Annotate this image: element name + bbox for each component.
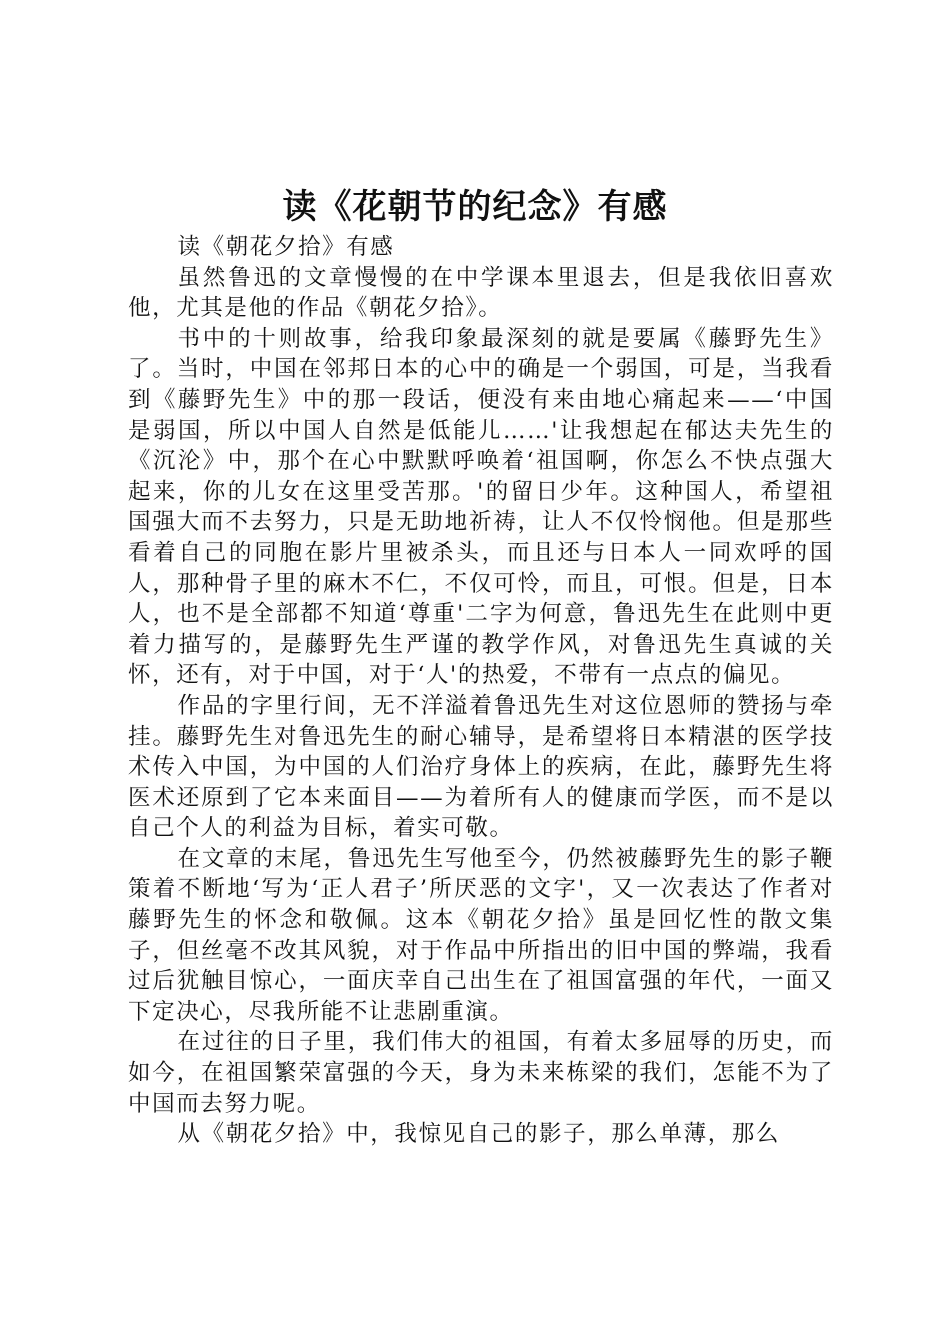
paragraph: 从《朝花夕拾》中，我惊见自己的影子，那么单薄，那么 bbox=[177, 1121, 781, 1148]
paragraph-subtitle: 读《朝花夕拾》有感 bbox=[177, 234, 395, 260]
paragraph: 在文章的末尾，鲁迅先生写他至今，仍然被藤野先生的影子鞭策着不断地‘写为‘正人君子’所厌恶的文字'，又一次表达了作者对藤野先生的怀念和敬佩。这本《朝花夕拾》虽是回忆性的散文集子，但丝毫不改其风貌，对于作品中所指出的旧中国的弊端，我看过后犹触目惊心，一面庆幸自己出生在了祖国富强的年代，一面又下定决心，尽我所能不让悲剧重演。 bbox=[128, 845, 834, 1025]
paragraph: 书中的十则故事，给我印象最深刻的就是要属《藤野先生》了。当时，中国在邻邦日本的心中的确是一个弱国，可是，当我看到《藤野先生》中的那一段话，便没有来由地心痛起来——‘中国是弱国，所以中国人自然是低能儿……'让我想起在郁达夫先生的《沉沦》中，那个在心中默默呼唤着‘祖国啊，你怎么不快点强大起来，你的儿女在这里受苦那。'的留日少年。这种国人，希望祖国强大而不去努力，只是无助地祈祷，让人不仅怜悯他。但是那些看着自己的同胞在影片里被杀头，而且还与日本人一同欢呼的国人，那种骨子里的麻木不仁，不仅可怜，而且，可恨。但是，日本人，也不是全部都不知道‘尊重'二字为何意，鲁迅先生在此则中更着力描写的，是藤野先生严谨的教学作风，对鲁迅先生真诚的关怀，还有，对于中国，对于‘人'的热爱，不带有一点点的偏见。 bbox=[128, 325, 834, 689]
paragraph: 在过往的日子里，我们伟大的祖国，有着太多屈辱的历史，而如今，在祖国繁荣富强的今天，身为未来栋梁的我们，怎能不为了中国而去努力呢。 bbox=[128, 1029, 834, 1117]
document-title: 读《花朝节的纪念》有感 bbox=[282, 187, 668, 227]
paragraph: 作品的字里行间，无不洋溢着鲁迅先生对这位恩师的赞扬与牵挂。藤野先生对鲁迅先生的耐心辅导，是希望将日本精湛的医学技术传入中国，为中国的人们治疗身体上的疾病，在此，藤野先生将医术还原到了它本来面目——为着所有人的健康而学医，而不是以自己个人的利益为目标，着实可敬。 bbox=[128, 692, 834, 842]
paragraph: 虽然鲁迅的文章慢慢的在中学课本里退去，但是我依旧喜欢他，尤其是他的作品《朝花夕拾》。 bbox=[128, 264, 834, 322]
document-body bbox=[128, 232, 834, 1150]
